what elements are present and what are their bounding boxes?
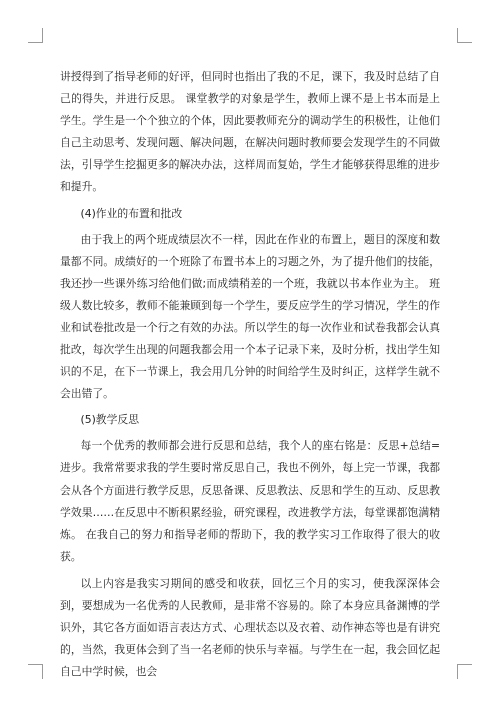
corner-mark-bottom-right xyxy=(457,664,472,679)
paragraph-reflection-intro: 讲授得到了指导老师的好评，但同时也指出了我的不足，课下，我及时总结了自己的得失，并进行反思。 课堂教学的对象是学生，教师上课不是上书本而是上学生。学生是一个个独立的个体，因此要教师充分的调动学生的积极性，让他们自己主动思考、发现问题、解决问题，在解决问题时教师要会发现学生的不同做法，引导学生挖掘更多的解决办法，这样周而复始，学生才能够获得思维的进步和提升。 xyxy=(60,70,440,194)
corner-mark-top-left xyxy=(28,28,43,43)
corner-mark-bottom-left xyxy=(28,664,43,679)
paragraph-reflection: 每一个优秀的教师都会进行反思和总结，我个人的座右铭是：反思+总结=进步。我常常要求我的学生要时常反思自己，我也不例外，每上完一节课，我都会从各个方面进行教学反思，反思备课、反思教法、反思和学生的互动、反思教学效果……在反思中不断积累经验，研究课程，改进教学方法，每堂课都饱满精炼。 在我自己的努力和指导老师的帮助下，我的教学实习工作取得了很大的收获。 xyxy=(60,439,440,563)
paragraph-homework: 由于我上的两个班成绩层次不一样，因此在作业的布置上，题目的深度和数量都不同。成绩好的一个班除了布置书本上的习题之外，为了提升他们的技能，我还抄一些课外练习给他们做;而成绩稍差的一个班，我就以书本作业为主。 班级人数比较多，教师不能兼顾到每一个学生，要反应学生的学习情况，学生的作业和试卷批改是一个行之有效的办法。所以学生的每一次作业和试卷我都会认真批改，每次学生出现的问题我都会用一个本子记录下来，及时分析，找出学生知识的不足，在下一节课上，我会用几分钟的时间给学生及时纠正，这样学生就不会出错了。 xyxy=(60,232,440,401)
section-heading-reflection: (5)教学反思 xyxy=(80,413,139,427)
section-heading-homework: (4)作业的布置和批改 xyxy=(80,206,183,220)
paragraph-summary: 以上内容是我实习期间的感受和收获，回忆三个月的实习，使我深深体会到，要想成为一名优秀的人民教师，是非常不容易的。除了本身应具备渊博的学识外，其它各方面如语言表达方式、心理状态以及衣着、动作神态等也是有讲究的，当然，我更体会到了当一名老师的快乐与幸福。与学生在一起，我会回忆起自己中学时候，也会 xyxy=(60,576,440,679)
document-body xyxy=(60,66,440,688)
corner-mark-top-right xyxy=(457,28,472,43)
